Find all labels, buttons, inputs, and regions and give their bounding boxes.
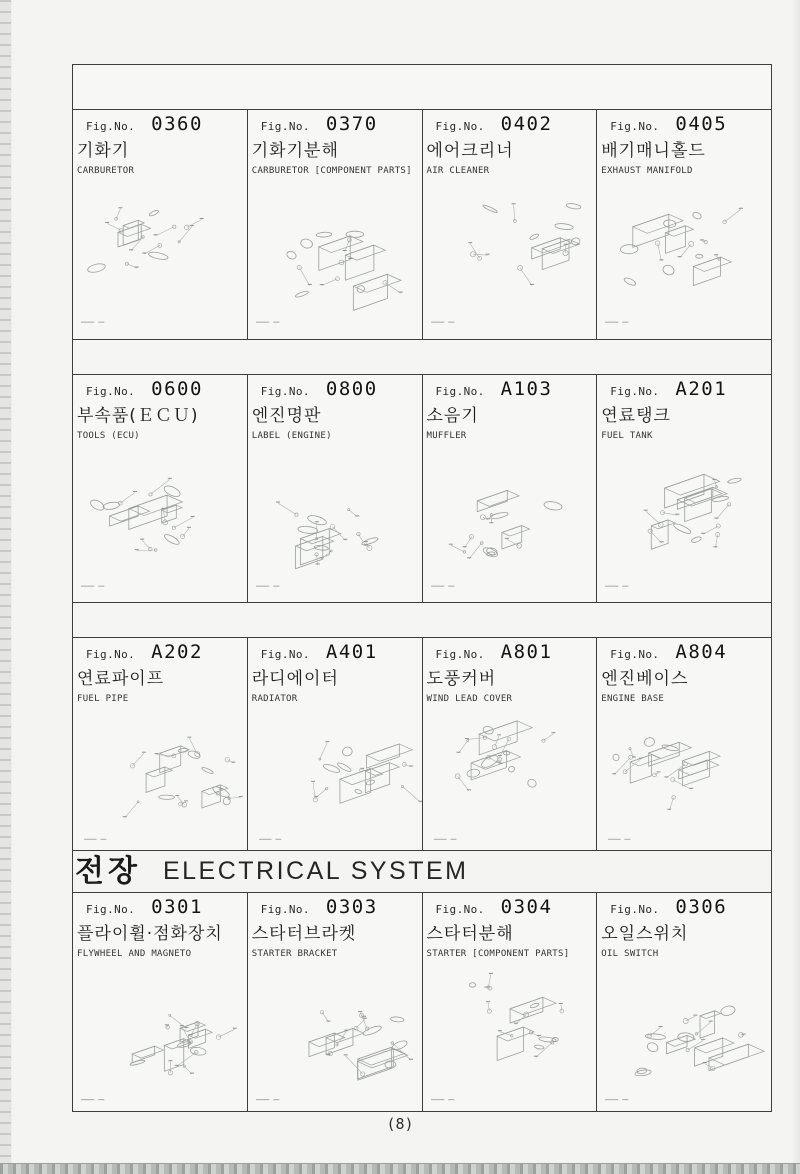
parts-diagram xyxy=(423,176,597,339)
parts-diagram xyxy=(248,959,422,1111)
fig-no-label: Fig.No. xyxy=(435,903,485,916)
figure-header xyxy=(248,638,422,704)
fig-number: A201 xyxy=(675,378,728,400)
fig-line xyxy=(77,113,243,135)
figure-header xyxy=(423,893,597,959)
fig-number: 0360 xyxy=(151,113,203,135)
fig-line xyxy=(601,378,767,400)
parts-diagram xyxy=(248,176,422,339)
figure-cell-0301 xyxy=(73,893,247,1111)
figure-cell-0360 xyxy=(73,110,247,339)
figure-title-english: WIND LEAD COVER xyxy=(426,694,513,704)
figure-header xyxy=(423,110,597,176)
figure-title-korean: 연료파이프 xyxy=(77,669,165,689)
fig-no-label: Fig.No. xyxy=(86,648,136,661)
figure-title-english: CARBURETOR xyxy=(77,166,135,176)
section-title-english: ELECTRICAL SYSTEM xyxy=(162,857,469,885)
figure-title-korean: 연료탱크 xyxy=(601,406,671,426)
figure-row-3 xyxy=(73,637,771,850)
figure-title-english: AIR CLEANER xyxy=(426,166,490,176)
fig-line xyxy=(77,896,243,918)
figure-header xyxy=(73,110,247,176)
figure-title-english: STARTER BRACKET xyxy=(251,949,338,959)
figure-title-english: FLYWHEEL AND MAGNETO xyxy=(77,949,192,959)
figure-row-4 xyxy=(73,892,771,1111)
fig-line xyxy=(601,641,767,663)
fig-number: 0370 xyxy=(325,113,378,135)
fig-no-label: Fig.No. xyxy=(86,120,136,133)
spacer-band xyxy=(73,602,771,637)
parts-diagram xyxy=(73,959,247,1111)
figure-title-english: CARBURETOR [COMPONENT PARTS] xyxy=(251,166,412,176)
fig-line xyxy=(601,896,767,918)
spacer-band xyxy=(73,339,771,374)
figure-title-korean: 소음기 xyxy=(426,406,479,426)
fig-no-label: Fig.No. xyxy=(435,385,485,398)
scan-right-edge xyxy=(791,0,800,1174)
figure-header xyxy=(73,375,247,441)
parts-diagram xyxy=(597,704,771,850)
figure-header xyxy=(248,375,422,441)
figure-header xyxy=(248,893,422,959)
fig-line xyxy=(252,113,418,135)
figure-header xyxy=(423,375,597,441)
fig-line xyxy=(77,641,243,663)
fig-number: 0303 xyxy=(325,896,378,918)
fig-no-label: Fig.No. xyxy=(260,903,310,916)
figure-header xyxy=(73,638,247,704)
top-spacer-band xyxy=(73,65,771,109)
figure-title-korean: 스타터분해 xyxy=(426,924,514,944)
fig-number: 0306 xyxy=(675,896,728,918)
fig-no-label: Fig.No. xyxy=(86,903,136,916)
figure-cell-0600 xyxy=(73,375,247,602)
fig-line xyxy=(77,378,243,400)
figure-cell-A202 xyxy=(73,638,247,850)
figure-cell-0800 xyxy=(247,375,422,602)
fig-number: 0402 xyxy=(500,113,553,135)
parts-diagram xyxy=(73,441,247,602)
figure-header xyxy=(597,110,771,176)
figure-cell-A401 xyxy=(247,638,422,850)
figure-cell-A201 xyxy=(596,375,771,602)
page-number: (8) xyxy=(386,1115,414,1133)
figure-header xyxy=(73,893,247,959)
fig-line xyxy=(427,113,593,135)
fig-no-label: Fig.No. xyxy=(435,648,485,661)
fig-number: A401 xyxy=(325,641,378,663)
figure-cell-A103 xyxy=(422,375,597,602)
section-title-korean: 전장 xyxy=(75,853,141,889)
figure-header xyxy=(248,110,422,176)
fig-line xyxy=(427,641,593,663)
fig-number: 0800 xyxy=(325,378,378,400)
fig-number: 0304 xyxy=(500,896,553,918)
parts-diagram xyxy=(597,176,771,339)
figure-header xyxy=(597,375,771,441)
fig-no-label: Fig.No. xyxy=(260,648,310,661)
fig-number: A804 xyxy=(675,641,728,663)
scan-bottom-edge xyxy=(0,1163,800,1174)
figure-cell-0304 xyxy=(422,893,597,1111)
fig-no-label: Fig.No. xyxy=(86,385,136,398)
fig-line xyxy=(252,896,418,918)
figure-title-english: STARTER [COMPONENT PARTS] xyxy=(426,949,570,959)
figure-title-korean: 배기매니홀드 xyxy=(601,141,706,161)
figure-header xyxy=(597,893,771,959)
fig-no-label: Fig.No. xyxy=(610,903,660,916)
figure-title-korean: 스타터브라켓 xyxy=(251,924,357,944)
figure-title-korean: 에어크리너 xyxy=(426,141,514,161)
figure-title-english: OIL SWITCH xyxy=(601,949,659,959)
parts-diagram xyxy=(597,959,771,1111)
fig-no-label: Fig.No. xyxy=(610,120,660,133)
figure-title-english: TOOLS (ECU) xyxy=(77,431,140,441)
figure-cell-0306 xyxy=(596,893,771,1111)
figure-title-english: EXHAUST MANIFOLD xyxy=(601,166,693,176)
figure-cell-0402 xyxy=(422,110,597,339)
fig-line xyxy=(601,113,767,135)
figure-title-korean: 라디에이터 xyxy=(251,669,339,689)
fig-line xyxy=(252,378,418,400)
fig-number: A202 xyxy=(151,641,203,663)
fig-line xyxy=(427,378,593,400)
fig-no-label: Fig.No. xyxy=(610,385,660,398)
figure-index-table xyxy=(72,64,772,1112)
fig-number: 0301 xyxy=(151,896,203,918)
fig-no-label: Fig.No. xyxy=(260,120,310,133)
parts-diagram xyxy=(73,176,247,339)
parts-diagram xyxy=(73,704,247,850)
fig-number: A103 xyxy=(500,378,553,400)
figure-row-1 xyxy=(73,109,771,339)
figure-header xyxy=(423,638,597,704)
figure-cell-A804 xyxy=(596,638,771,850)
parts-diagram xyxy=(248,441,422,602)
figure-header xyxy=(597,638,771,704)
scan-left-edge xyxy=(0,0,12,1174)
figure-title-english: FUEL TANK xyxy=(601,431,653,441)
parts-diagram xyxy=(423,704,597,850)
figure-cell-0370 xyxy=(247,110,422,339)
parts-diagram xyxy=(423,441,597,602)
figure-title-korean: 엔진명판 xyxy=(251,406,322,426)
fig-number: 0600 xyxy=(151,378,203,400)
figure-title-korean: 기화기분해 xyxy=(251,141,339,161)
figure-title-korean: 도풍커버 xyxy=(426,669,497,689)
figure-title-korean: 엔진베이스 xyxy=(601,669,689,689)
figure-title-english: MUFFLER xyxy=(426,431,467,441)
parts-diagram xyxy=(248,704,422,850)
figure-row-2 xyxy=(73,374,771,602)
fig-number: A801 xyxy=(500,641,553,663)
figure-title-english: ENGINE BASE xyxy=(601,694,665,704)
figure-title-korean: 부속품(ＥＣＵ) xyxy=(77,406,199,426)
fig-no-label: Fig.No. xyxy=(435,120,485,133)
section-title-band xyxy=(73,850,771,892)
figure-title-korean: 플라이휠·점화장치 xyxy=(77,924,223,944)
figure-cell-0405 xyxy=(596,110,771,339)
parts-diagram xyxy=(423,959,597,1111)
figure-title-english: FUEL PIPE xyxy=(77,694,129,704)
figure-title-korean: 기화기 xyxy=(77,141,130,161)
fig-number: 0405 xyxy=(675,113,728,135)
fig-line xyxy=(252,641,418,663)
figure-title-english: LABEL (ENGINE) xyxy=(251,431,332,441)
figure-title-korean: 오일스위치 xyxy=(601,924,689,944)
figure-cell-0303 xyxy=(247,893,422,1111)
fig-line xyxy=(427,896,593,918)
fig-no-label: Fig.No. xyxy=(260,385,310,398)
figure-cell-A801 xyxy=(422,638,597,850)
parts-diagram xyxy=(597,441,771,602)
figure-title-english: RADIATOR xyxy=(251,694,298,704)
fig-no-label: Fig.No. xyxy=(610,648,660,661)
